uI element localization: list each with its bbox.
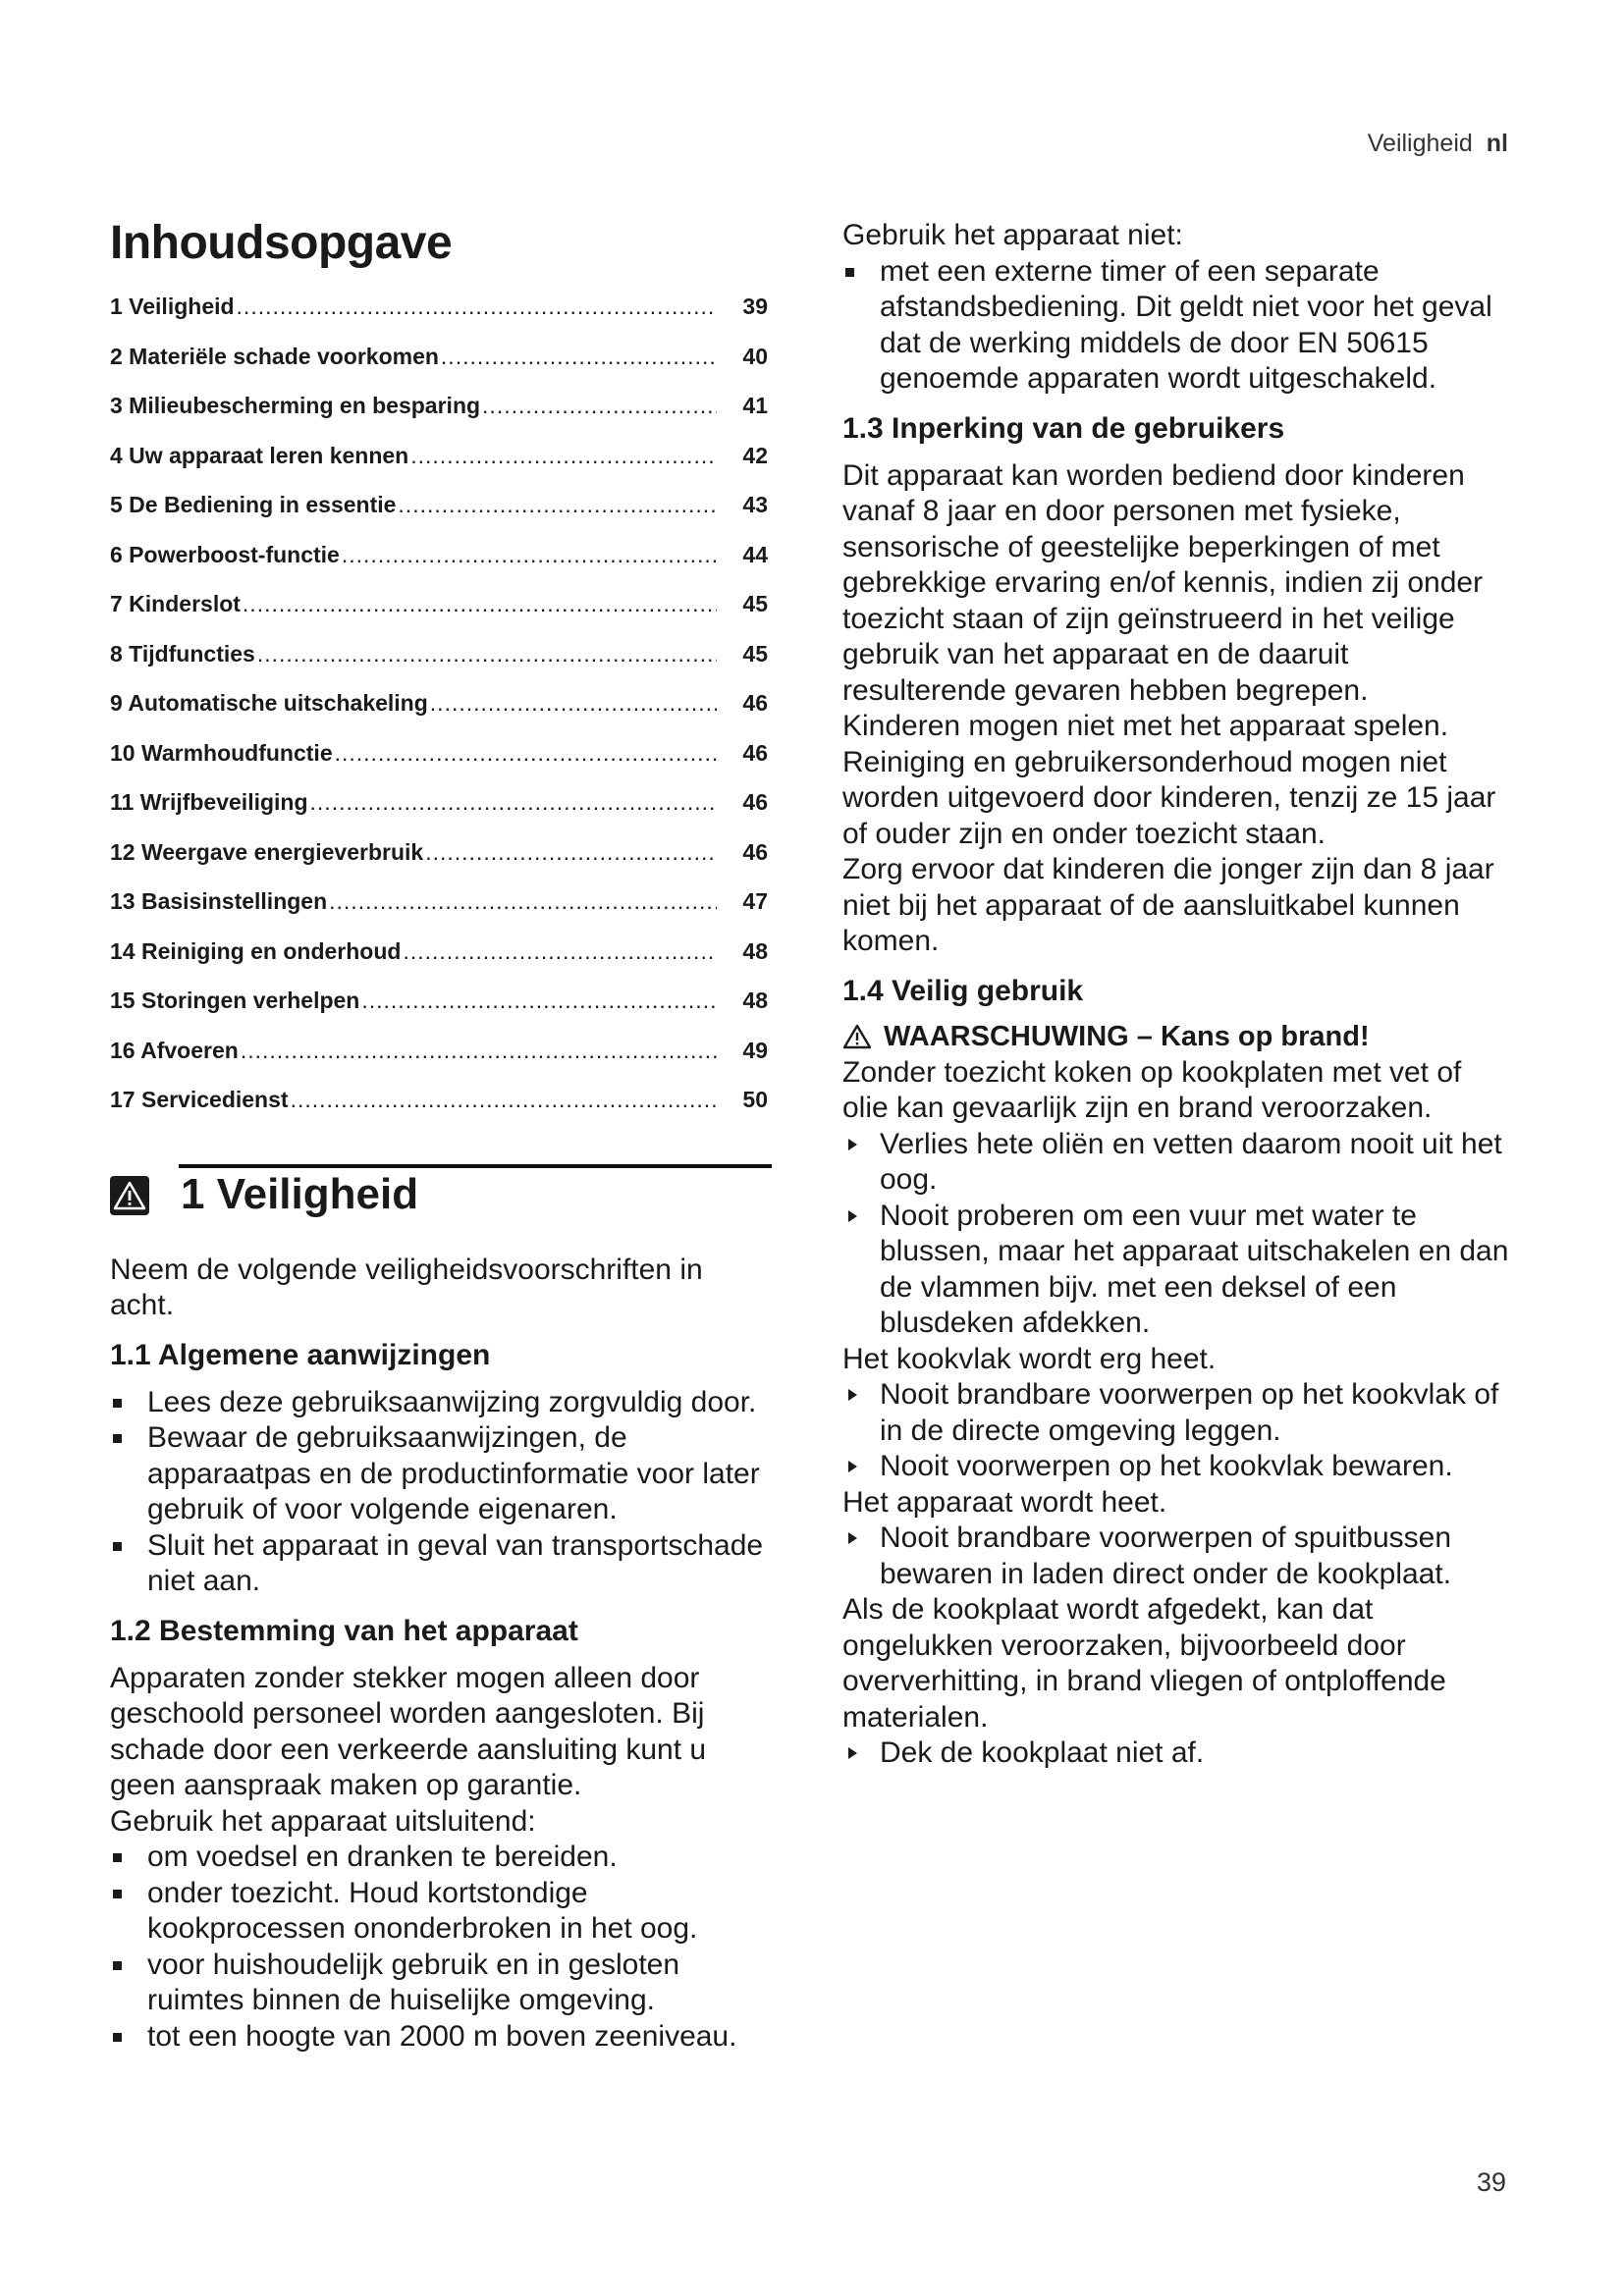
toc-entry-page: 43 (742, 492, 768, 517)
toc-entry[interactable] (110, 344, 768, 394)
section-1-4-title: 1.4 Veilig gebruik (842, 974, 1084, 1007)
toc-entry[interactable] (110, 690, 768, 740)
section-1-1-list (110, 1385, 768, 1600)
toc-entry-page: 48 (742, 937, 768, 964)
step-list (842, 1521, 1510, 1592)
toc-list (110, 294, 768, 1137)
toc-entry-label: 16 Afvoeren (110, 1037, 239, 1063)
toc-entry[interactable] (110, 1038, 768, 1088)
section-1-title: 1 Veiligheid (181, 1169, 419, 1218)
toc-entry-page: 44 (742, 541, 768, 567)
toc-entry-label: 12 Weergave energieverbruik (110, 838, 424, 865)
list-item: tot een hoogte van 2000 m boven zeeniveau. (110, 2019, 768, 2056)
toc-entry-label: 17 Servicedienst (110, 1087, 289, 1112)
section-1-2-title: 1.2 Bestemming van het apparaat (110, 1614, 578, 1647)
toc-leader-dots (342, 542, 717, 568)
toc-entry-page: 42 (742, 442, 768, 468)
toc-entry-page: 48 (742, 988, 768, 1013)
toc-entry-page: 41 (742, 393, 768, 418)
list-item: Nooit brandbare voorwerpen of spuitbussen bewaren in laden direct onder de kookplaat. (842, 1521, 1510, 1592)
step-list (842, 1127, 1510, 1342)
toc-leader-dots (361, 988, 717, 1014)
section-1-3-title: 1.3 Inperking van de gebruikers (842, 411, 1285, 445)
list-item: Sluit het apparaat in geval van transportschade niet aan. (110, 1528, 768, 1600)
toc-entry[interactable] (110, 1087, 768, 1137)
running-header (1368, 130, 1508, 158)
list-item: voor huishoudelijk gebruik en in gesloten ruimtes binnen de huiselijke omgeving. (110, 1948, 768, 2019)
toc-leader-dots (410, 443, 717, 469)
list-item: Verlies hete oliën en vetten daarom nooit uit het oog. (842, 1127, 1510, 1199)
toc-entry-page: 40 (742, 343, 768, 369)
list-item: met een externe timer of een separate afstandsbediening. Dit geldt niet voor het geval dat de werking middels de door EN 50615 genoemde apparaten wordt uitgeschakeld. (842, 254, 1510, 398)
paragraph: Kinderen mogen niet met het apparaat spelen. (842, 710, 1449, 742)
toc-leader-dots (425, 839, 717, 866)
toc-entry-page: 39 (742, 294, 768, 319)
paragraph: Reiniging en gebruikersonderhoud mogen niet worden uitgevoerd door kinderen, tenzij ze 15 jaar of ouder zijn en onder toezicht staan. (842, 745, 1496, 850)
toc-entry-page: 46 (742, 739, 768, 766)
toc-leader-dots (291, 1087, 717, 1113)
paragraph: Het apparaat wordt heet. (842, 1485, 1167, 1519)
toc-entry-page: 46 (742, 690, 768, 716)
toc-entry-page: 45 (742, 591, 768, 616)
toc-entry-page: 46 (742, 838, 768, 865)
section-1-heading (110, 1164, 768, 1233)
section-1-1-title: 1.1 Algemene aanwijzingen (110, 1338, 491, 1371)
toc-leader-dots (403, 938, 717, 965)
toc-entry-label: 14 Reiniging en onderhoud (110, 937, 402, 964)
toc-entry-label: 4 Uw apparaat leren kennen (110, 442, 409, 468)
warning-triangle-icon (842, 1023, 872, 1050)
section-1-intro: Neem de volgende veiligheidsvoorschriften in acht. (110, 1253, 703, 1321)
warning-triangle-icon (110, 1176, 149, 1215)
toc-entry-label: 10 Warmhoudfunctie (110, 739, 333, 766)
paragraph: Apparaten zonder stekker mogen alleen door geschoold personeel worden aangesloten. Bij schade door een verkeerde aansluiting kunt u geen aanspraak maken op garantie. (110, 1661, 707, 1801)
toc-entry-label: 6 Powerboost-functie (110, 541, 340, 567)
toc-leader-dots (237, 294, 717, 320)
toc-entry[interactable] (110, 740, 768, 790)
toc-entry[interactable] (110, 393, 768, 443)
paragraph: Zorg ervoor dat kinderen die jonger zijn dan 8 jaar niet bij het apparaat of de aansluitkabel kunnen komen. (842, 853, 1494, 957)
toc-leader-dots (257, 641, 717, 667)
paragraph: Dit apparaat kan worden bediend door kinderen vanaf 8 jaar en door personen met fysieke, sensorische of geestelijke beperkingen of met gebrekkige ervaring en/of kennis, indien zij onder toezicht staan of zijn geïnstrueerd in het veilige gebruik van het apparaat en de daaruit resulterende gevaren hebben begrepen. (842, 458, 1484, 707)
toc-entry-page: 45 (742, 640, 768, 667)
toc-leader-dots (335, 740, 717, 767)
toc-leader-dots (241, 1038, 717, 1064)
list-item: Nooit brandbare voorwerpen op het kookvlak of in de directe omgeving leggen. (842, 1377, 1510, 1449)
toc-entry[interactable] (110, 294, 768, 344)
toc-leader-dots (243, 591, 717, 617)
toc-entry-label: 2 Materiële schade voorkomen (110, 343, 439, 369)
toc-entry-label: 8 Tijdfuncties (110, 640, 255, 667)
toc-entry-page: 49 (742, 1037, 768, 1063)
toc-entry[interactable] (110, 641, 768, 691)
toc-entry[interactable] (110, 938, 768, 988)
toc-entry-label: 1 Veiligheid (110, 294, 235, 319)
right-column (842, 218, 1510, 1772)
toc-title: Inhoudsopgave (110, 217, 453, 269)
section-1-2-list (110, 1840, 768, 2055)
toc-leader-dots (441, 344, 717, 370)
paragraph: Het kookvlak wordt erg heet. (842, 1342, 1217, 1375)
step-list (842, 1735, 1510, 1772)
toc-entry[interactable] (110, 888, 768, 938)
warning-text: WAARSCHUWING – Kans op brand! (884, 1020, 1370, 1052)
section-rule (179, 1164, 772, 1168)
header-section: Veiligheid (1367, 130, 1473, 157)
toc-entry-label: 15 Storingen verhelpen (110, 988, 360, 1013)
toc-entry[interactable] (110, 839, 768, 889)
header-language: nl (1486, 130, 1508, 157)
toc-entry-page: 46 (742, 789, 768, 815)
toc-entry[interactable] (110, 542, 768, 592)
toc-entry[interactable] (110, 443, 768, 493)
toc-entry[interactable] (110, 789, 768, 839)
list-item: Dek de kookplaat niet af. (842, 1735, 1510, 1772)
toc-leader-dots (310, 789, 717, 816)
toc-leader-dots (398, 492, 717, 518)
toc-leader-dots (430, 690, 717, 717)
left-column (110, 216, 768, 2055)
list-item: Nooit proberen om een vuur met water te blussen, maar het apparaat uitschakelen en dan de vlammen bijv. met een deksel of een blusdeken afdekken. (842, 1199, 1510, 1342)
warning-label (842, 1021, 1510, 1053)
toc-entry-label: 5 De Bediening in essentie (110, 492, 397, 517)
list-item: Bewaar de gebruiksaanwijzingen, de apparaatpas en de productinformatie voor later gebruik of voor volgende eigenaren. (110, 1420, 768, 1528)
toc-entry-label: 13 Basisinstellingen (110, 888, 328, 914)
toc-entry-page: 47 (742, 888, 768, 914)
list-item: Nooit voorwerpen op het kookvlak bewaren. (842, 1449, 1510, 1485)
toc-entry-page: 50 (742, 1087, 768, 1112)
paragraph: Gebruik het apparaat niet: (842, 219, 1183, 251)
toc-entry[interactable] (110, 492, 768, 542)
list-item: om voedsel en dranken te bereiden. (110, 1840, 768, 1876)
section-1-2-list-2 (842, 254, 1510, 398)
toc-entry-label: 9 Automatische uitschakeling (110, 690, 428, 716)
toc-entry-label: 11 Wrijfbeveiliging (110, 789, 308, 815)
paragraph: Als de kookplaat wordt afgedekt, kan dat ongelukken veroorzaken, bijvoorbeeld door oververhitting, in brand vliegen of ontploffende materialen. (842, 1593, 1446, 1734)
paragraph: Gebruik het apparaat uitsluitend: (110, 1804, 536, 1838)
page-number: 39 (1476, 2167, 1506, 2197)
toc-leader-dots (329, 888, 717, 915)
toc-entry-label: 7 Kinderslot (110, 591, 241, 616)
toc-entry-label: 3 Milieubescherming en besparing (110, 393, 481, 418)
toc-leader-dots (482, 393, 717, 419)
list-item: onder toezicht. Houd kortstondige kookprocessen ononderbroken in het oog. (110, 1876, 768, 1948)
toc-entry[interactable] (110, 988, 768, 1038)
list-item: Lees deze gebruiksaanwijzing zorgvuldig door. (110, 1385, 768, 1421)
paragraph: Zonder toezicht koken op kookplaten met vet of olie kan gevaarlijk zijn en brand veroorzaken. (842, 1055, 1462, 1124)
step-list (842, 1377, 1510, 1485)
toc-entry[interactable] (110, 591, 768, 641)
